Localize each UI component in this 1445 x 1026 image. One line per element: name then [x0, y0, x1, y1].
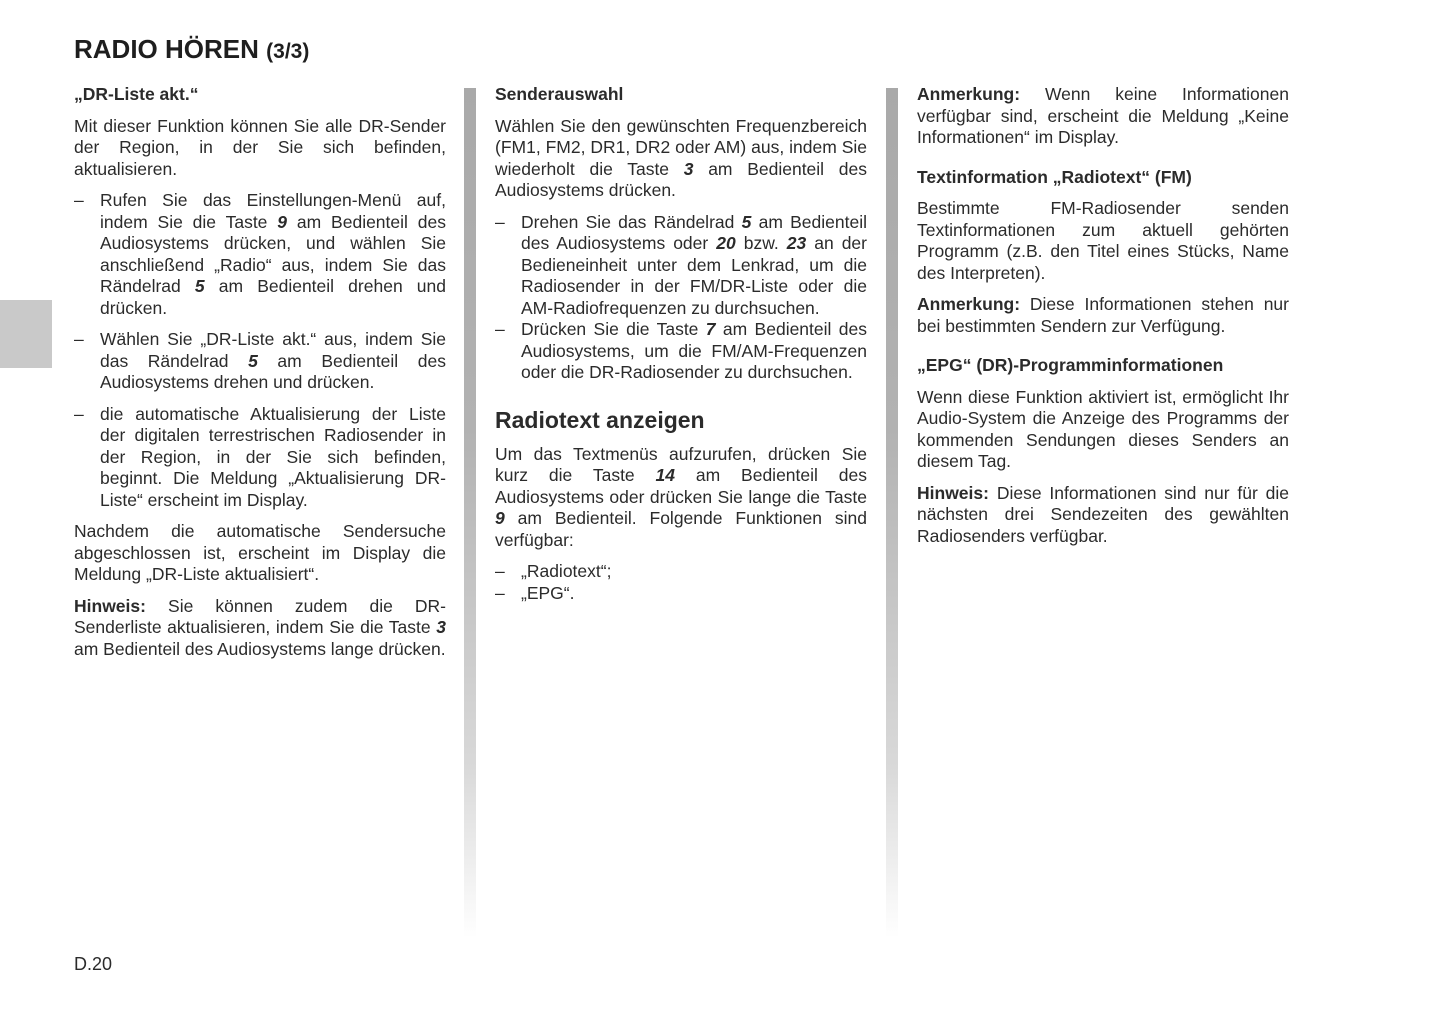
note-paragraph: Hinweis: Sie können zudem die DR-Senderliste aktualisieren, indem Sie die Taste 3 am Bedienteil des Audiosystems lange drücken. [74, 595, 446, 659]
paragraph-intro: Mit dieser Funktion können Sie alle DR-Sender der Region, in der Sie sich befinden, aktualisieren. [74, 115, 446, 179]
note-label: Anmerkung: [917, 294, 1021, 314]
column-2 [495, 84, 867, 614]
list-item: – Wählen Sie „DR-Liste akt.“ aus, indem Sie das Rändelrad 5 am Bedienteil des Audiosystems drehen und drücken. [74, 329, 446, 394]
note-label: Anmerkung: [917, 84, 1021, 104]
note-label: Hinweis: [74, 595, 146, 616]
page-title-suffix: (3/3) [266, 40, 310, 63]
list-item: – Rufen Sie das Einstellungen-Menü auf, indem Sie die Taste 9 am Bedienteil des Audiosystems drücken, und wählen Sie anschließend „Radio“ aus, indem Sie das Rändelrad 5 am Bedienteil drehen und drücken. [74, 190, 446, 319]
section-heading-senderauswahl: Senderauswahl [495, 84, 624, 104]
page-title [74, 34, 309, 65]
key-reference: 9 [495, 508, 505, 528]
paragraph-epg: Wenn diese Funktion aktiviert ist, ermöglicht Ihr Audio-System die Anzeige des Programms der kommenden Sendungen dieses Senders an diesem Tag. [917, 386, 1289, 471]
instruction-list [495, 212, 867, 384]
paragraph-radiotext-info: Bestimmte FM-Radiosender senden Textinformationen zum aktuell gehörten Programm (z.B. den Titel eines Stücks, Name des Interpreten). [917, 198, 1289, 283]
note-paragraph: Hinweis: Diese Informationen sind nur für die nächsten drei Sendezeiten des gewählten Radiosenders verfügbar. [917, 482, 1289, 546]
section-title-radiotext: Radiotext anzeigen [495, 406, 705, 433]
list-item: – „Radiotext“; [495, 561, 867, 583]
key-reference: 9 [277, 211, 288, 232]
function-list [495, 561, 867, 604]
key-reference: 23 [786, 233, 807, 253]
key-reference: 20 [716, 233, 736, 253]
paragraph-after: Nachdem die automatische Sendersuche abgeschlossen ist, erscheint im Display die Meldung „DR-Liste aktualisiert“. [74, 521, 446, 584]
column-3 [917, 84, 1289, 557]
column-1 [74, 84, 446, 670]
section-heading-dr-liste: „DR-Liste akt.“ [74, 84, 199, 104]
key-reference: 3 [436, 617, 446, 637]
list-item: – die automatische Aktualisierung der Liste der digitalen terrestrischen Radiosender in der Region, in der Sie sich befinden, beginnt. Die Meldung „Aktualisierung DR-Liste“ erscheint im Display. [74, 404, 446, 512]
key-reference: 5 [248, 350, 258, 371]
note-paragraph: Anmerkung: Diese Informationen stehen nur bei bestimmten Sendern zur Verfügung. [917, 294, 1289, 336]
key-reference: 5 [741, 211, 752, 232]
column-divider-right [886, 88, 898, 938]
key-reference: 3 [683, 158, 694, 179]
note-paragraph: Anmerkung: Wenn keine Informationen verfügbar sind, erscheint die Meldung „Keine Informationen“ im Display. [917, 84, 1289, 147]
page-number: D.20 [74, 954, 113, 974]
page-title-main: RADIO HÖREN [74, 34, 259, 64]
key-reference: 5 [194, 276, 205, 296]
list-item: – Drücken Sie die Taste 7 am Bedienteil des Audiosystems, um die FM/AM-Frequenzen oder die DR-Radiosender zu durchsuchen. [495, 319, 867, 384]
key-reference: 7 [705, 319, 716, 339]
column-divider-left [464, 88, 476, 938]
note-label: Hinweis: [917, 482, 989, 503]
key-reference: 14 [655, 465, 675, 485]
paragraph-intro: Wählen Sie den gewünschten Frequenzbereich (FM1, FM2, DR1, DR2 oder AM) aus, indem Sie wiederholt die Taste 3 am Bedienteil des Audiosystems drücken. [495, 115, 867, 200]
paragraph-radiotext: Um das Textmenüs aufzurufen, drücken Sie kurz die Taste 14 am Bedienteil des Audiosystems oder drücken Sie lange die Taste 9 am Bedienteil. Folgende Funktionen sind verfügbar: [495, 443, 867, 550]
instruction-list [74, 190, 446, 511]
list-item: – „EPG“. [495, 583, 867, 605]
section-heading-radiotext-fm: Textinformation „Radiotext“ (FM) [917, 166, 1192, 187]
chapter-tab-marker [0, 300, 52, 368]
section-heading-epg: „EPG“ (DR)-Programminformationen [917, 355, 1224, 375]
list-item: – Drehen Sie das Rändelrad 5 am Bedienteil des Audiosystems oder 20 bzw. 23 an der Bedieneinheit unter dem Lenkrad, um die Radiosender in der FM/DR-Liste oder die AM-Radiofrequenzen zu durchsuchen. [495, 212, 867, 320]
